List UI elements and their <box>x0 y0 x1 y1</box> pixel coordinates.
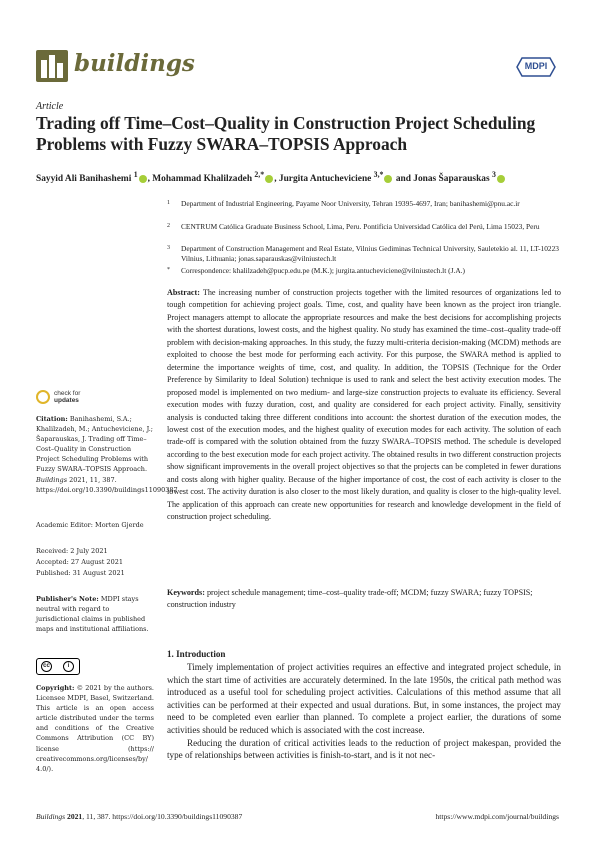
affiliation-text: Department of Construction Management and Real Estate, Vilnius Gediminas Technical University, Sauletekio al. 11, LT-10223 Vilnius, Lithuania; jonas.saparauskas@vilniustech.lt <box>181 244 560 264</box>
author-affil-sup: 3 <box>491 170 496 179</box>
paragraph: Reducing the duration of critical activities leads to the reduction of project makespan, provided the type of relationships between activities is finish-to-start, and is it not nec- <box>167 737 561 761</box>
copyright-label: Copyright: <box>36 684 75 692</box>
journal-logo <box>36 50 68 82</box>
affiliation <box>167 199 562 209</box>
footer-journal: Buildings <box>36 812 66 821</box>
author-name: Mohammad Khalilzadeh <box>152 174 253 185</box>
abstract-label: Abstract: <box>167 288 200 297</box>
orcid-icon[interactable] <box>139 175 147 183</box>
keywords-text: project schedule management; time–cost–quality trade-off; MCDM; fuzzy SWARA; fuzzy TOPSIS; construction industry <box>167 588 533 610</box>
affiliation-number: 3 <box>167 245 170 251</box>
author-list <box>36 170 576 184</box>
footer-year: 2021 <box>67 812 83 821</box>
correspondence <box>167 266 562 276</box>
check-label: check for <box>54 390 81 397</box>
affiliation-number: 2 <box>167 223 170 229</box>
separator: and <box>395 174 411 185</box>
orcid-icon[interactable] <box>265 175 273 183</box>
keywords <box>167 587 561 612</box>
citation-block <box>36 414 178 495</box>
published-date: Published: 31 August 2021 <box>36 569 125 577</box>
note-label: Publisher's Note: <box>36 595 99 603</box>
separator: , <box>274 174 277 185</box>
affiliation-number: 1 <box>167 200 170 206</box>
abstract-text: The increasing number of construction projects together with the limited resources of organizations led to tough competition for achieving project goals. Time, cost, and quality have been known as the project iron triangle. Project managers attempt to allocate the appropriate resources and make the best decisions for accomplishing projects with the shortest durations, lowest costs, and the highest quality. No study has examined the time–cost–quality trade-off problem with decision-making approaches. In this study, the fuzzy multi-criteria decision-making (MCDM) methods are exploited to choose the best mode for performing each activity. For this purpose, the SWARA method is applied to determine the importance weights of time, cost, and quality. In addition, the TOPSIS (Technique for the Order Preference by Similarity to Ideal Solution) technique is used to rank and select the best activity execution modes. The proposed model is implemented on two medium- and large-size construction projects to evaluate its efficiency. Several execution modes with fuzzy duration, cost, and quality are considered for each project activity. Finally, sensitivity analysis is conducted taking three different conditions into account: the shortest duration of the execution modes, the lowest cost of the execution modes, and the highest quality of execution modes for each activity. The solution of each trade-off is compared with the solution obtained from the fuzzy SWARA–TOPSIS method. The schedule is developed according to the best execution mode for each project activity. The obtained results in two different construction projects show significant improvements in the overall project objectives so that the projects can be completed in fewer durations and costs along with higher quality. Because of the higher importance of cost, the cost of each activity is closer to the lowest cost. The activity duration is also closer to the most likely duration, and quality is closer to the high-quality level. The application of this approach can create new opportunities for research and knowledge development in the field of construction project scheduling. <box>167 288 561 522</box>
check-for-updates-button[interactable] <box>36 390 88 406</box>
intro-body <box>167 661 561 762</box>
article-type: Article <box>36 101 64 112</box>
page-footer <box>36 812 559 821</box>
author-name: Jurgita Antucheviciene <box>278 174 372 185</box>
check-updates-icon <box>36 390 50 404</box>
affiliation-text: CENTRUM Católica Graduate Business School, Lima, Peru. Pontificia Universidad Católica del Perú, Lima 15023, Peru <box>181 222 540 231</box>
received-date: Received: 2 July 2021 <box>36 547 108 555</box>
citation-text: Banihashemi, S.A.; Khalilzadeh, M.; Antucheviciene, J.; Šaparauskas, J. Trading off Time–Cost–Quality in Construction Project Scheduling Problems with Fuzzy SWARA–TOPSIS Approach. <box>36 415 153 474</box>
affiliation-text: Correspondence: khalilzadeh@pucp.edu.pe (M.K.); jurgita.antucheviciene@vilniustech.lt (J.A.) <box>181 266 465 275</box>
copyright-text: © 2021 by the authors. Licensee MDPI, Basel, Switzerland. This article is an open access article distributed under the terms and conditions of the Creative Commons Attribution (CC BY) license (https:// creativecommons.org/licenses/by/ 4.0/). <box>36 684 154 773</box>
citation-journal: Buildings <box>36 475 68 484</box>
author-name: Sayyid Ali Banihashemi <box>36 174 132 185</box>
section-heading: 1. Introduction <box>167 649 226 659</box>
affiliation-text: Department of Industrial Engineering, Payame Noor University, Tehran 19395-4697, Iran; banihashemi@pnu.ac.ir <box>181 199 520 208</box>
journal-name: buildings <box>74 50 195 77</box>
updates-label: updates <box>54 397 79 404</box>
academic-editor: Academic Editor: Morten Gjerde <box>36 521 144 529</box>
affiliation <box>167 244 562 264</box>
note-text: MDPI stays neutral with regard to jurisdictional claims in published maps and institutional affiliations. <box>36 595 149 634</box>
accepted-date: Accepted: 27 August 2021 <box>36 558 123 566</box>
abstract <box>167 287 561 524</box>
citation-label: Citation: <box>36 415 68 423</box>
keywords-label: Keywords: <box>167 588 205 597</box>
author-affil-sup: 1 <box>133 170 138 179</box>
mdpi-logo <box>516 56 556 78</box>
paper-title: Trading off Time–Cost–Quality in Construction Project Scheduling Problems with Fuzzy SWARA–TOPSIS Approach <box>36 113 536 154</box>
affiliation-number: * <box>167 267 170 273</box>
author-affil-sup: 2,* <box>254 170 265 179</box>
copyright-block <box>36 683 154 774</box>
footer-doi[interactable]: , 11, 387. https://doi.org/10.3390/buildings11090387 <box>82 812 243 821</box>
orcid-icon[interactable] <box>384 175 392 183</box>
separator: , <box>147 174 150 185</box>
paragraph: Timely implementation of project activities requires an effective and integrated project schedule, in which the start time of activities are accurately determined. In the late 1950s, the critical path method was introduced as a useful tool for scheduling project activities. Calculations of this method assume that all activities can be performed at their expected and usual durations. But, in some instances, the project may need to be completed even earlier than planned. To complete a project earlier, the durations of some activities should be reduced which is associated with the cost increase. <box>167 662 561 735</box>
orcid-icon[interactable] <box>497 175 505 183</box>
author-affil-sup: 3,* <box>373 170 384 179</box>
footer-url[interactable]: https://www.mdpi.com/journal/buildings <box>435 812 559 821</box>
author-name: Jonas Šaparauskas <box>413 174 490 185</box>
citation-doi[interactable]: 2021, 11, 387. https://doi.org/10.3390/buildings11090387 <box>36 475 178 494</box>
affiliation <box>167 222 562 232</box>
publisher-note <box>36 594 154 634</box>
cc-by-license-icon[interactable]: cc i <box>36 658 80 675</box>
publisher-name: MDPI <box>524 61 548 71</box>
